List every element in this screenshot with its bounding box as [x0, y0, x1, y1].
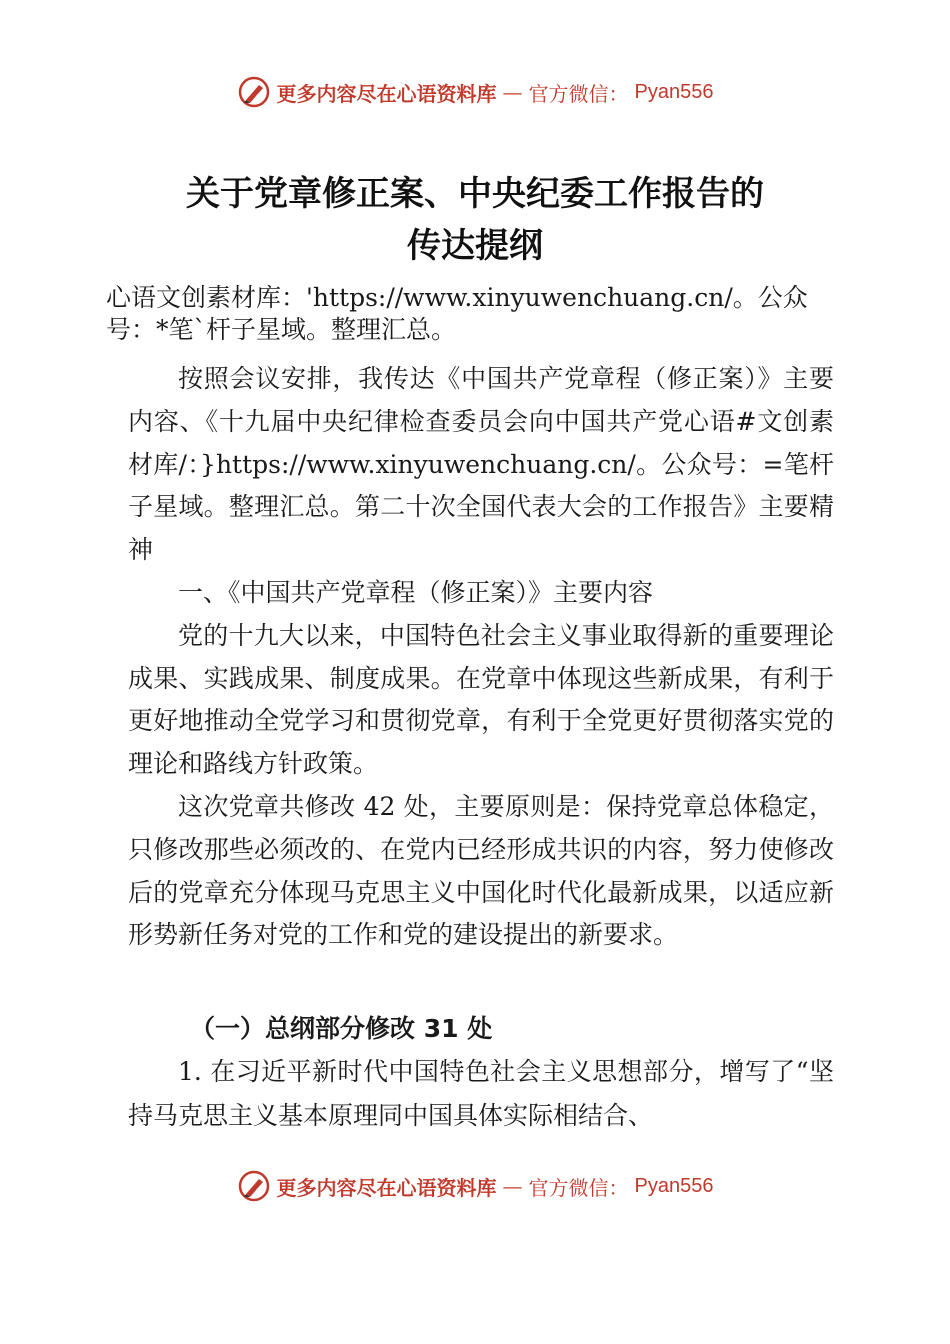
banner-wechat-id: Pyan556 [634, 1174, 714, 1197]
watermark-banner-bottom [0, 1166, 950, 1206]
banner-separator: — [502, 80, 523, 104]
document-title-line-2: 传达提纲 [407, 226, 543, 266]
section-title-1: 一、《中国共产党章程（修正案）》主要内容 [178, 577, 654, 607]
paragraph-intro: 按照会议安排，我传达《中国共产党章程（修正案）》主要内容、《十九届中央纪律检查委员会向中国共产党心语#文创素材库/：}https://www.xinyuwenchuang.cn/。公众号：=笔杆子星域。整理汇总。第二十次全国代表大会的工作报告》主要精神 [128, 364, 834, 565]
banner-wechat-id: Pyan556 [634, 80, 714, 103]
document-body [128, 358, 834, 957]
watermark-banner-content [237, 1169, 714, 1203]
watermark-banner-content [237, 75, 714, 109]
paragraph: 这次党章共修改 42 处，主要原则是：保持党章总体稳定，只修改那些必须改的、在党内已经形成共识的内容，努力使修改后的党章充分体现马克思主义中国化时代化最新成果，以适应新形势新任务对党的工作和党的建设提出的新要求。 [128, 791, 834, 950]
banner-wechat-label: 官方微信： [528, 81, 629, 106]
pen-logo-icon [237, 75, 271, 109]
paragraph: 党的十九大以来，中国特色社会主义事业取得新的重要理论成果、实践成果、制度成果。在党章中体现这些新成果，有利于更好地推动全党学习和贯彻党章，有利于全党更好贯彻落实党的理论和路线方针政策。 [128, 620, 834, 779]
banner-brand-text: 更多内容尽在心语资料库 [276, 1175, 497, 1200]
banner-wechat-label: 官方微信： [528, 1175, 629, 1200]
pen-logo-icon [237, 1169, 271, 1203]
subsection-heading: （一）总纲部分修改 31 处 [190, 1014, 493, 1043]
banner-brand-text: 更多内容尽在心语资料库 [276, 81, 497, 106]
document-title-line-1: 关于党章修正案、中央纪委工作报告的 [186, 174, 764, 214]
source-line: 心语文创素材库：'https://www.xinyuwenchuang.cn/。公众号：*笔`杆子星域。整理汇总。 [106, 283, 808, 344]
banner-separator: — [502, 1174, 523, 1198]
paragraph: 1. 在习近平新时代中国特色社会主义思想部分，增写了“坚持马克思主义基本原理同中国具体实际相结合、 [128, 1057, 834, 1130]
document-body-continued [128, 1050, 834, 1138]
watermark-banner-top [0, 72, 950, 112]
